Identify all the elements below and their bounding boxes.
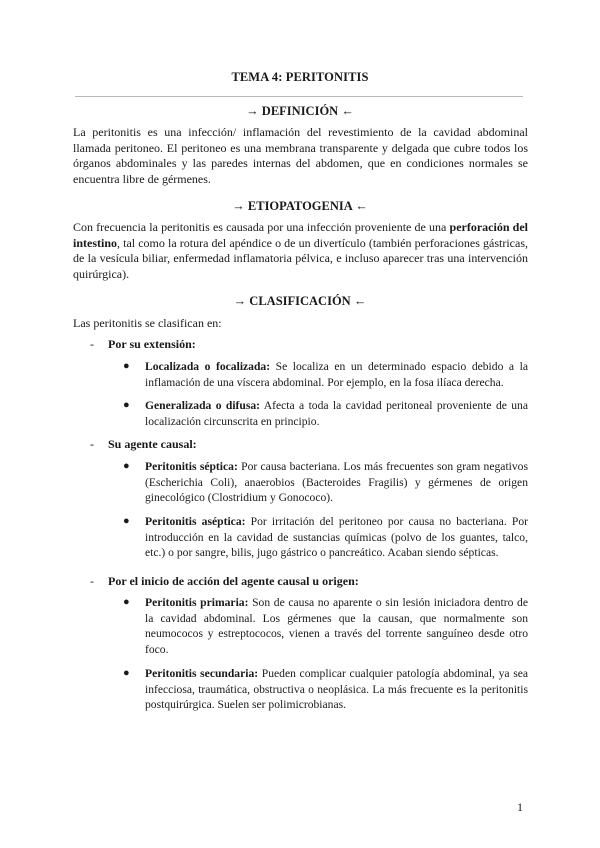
definicion-paragraph: La peritonitis es una infección/ inflamación del revestimiento de la cavidad abdominal llamada peritoneo. El peritoneo es una membrana transparente y delgada que cubre todos los órganos abdominales y las paredes internas del abdomen, que en condiciones normales se encuentra libre de gérmenes. <box>73 125 528 186</box>
etiopatogenia-text-end: , tal como la rotura del apéndice o de un divertículo (también perforaciones gástricas, de la vesícula biliar, enfermedad inflamatoria pélvica, e incluso aparecer tras una intervención quirúrgica). <box>73 235 528 281</box>
list-item-term: Peritonitis aséptica: <box>145 515 246 528</box>
dash-marker: - <box>90 574 94 588</box>
list-item-text: Afecta a toda la cavidad peritoneal proveniente de una localización circunscrita en principio. <box>145 399 529 428</box>
page-number: 1 <box>517 800 523 814</box>
etiopatogenia-paragraph <box>73 220 528 282</box>
group-label: Su agente causal: <box>108 437 197 451</box>
section-heading-clasificacion: → CLASIFICACIÓN ← <box>233 294 367 308</box>
clasificacion-intro: Las peritonitis se clasifican en: <box>73 316 222 330</box>
list-item-term: Peritonitis primaria: <box>145 596 249 609</box>
list-item <box>123 595 528 657</box>
bullet-icon: ● <box>123 667 130 679</box>
list-item <box>123 666 528 713</box>
bullet-icon: ● <box>123 399 130 411</box>
classification-group-origen <box>90 574 359 590</box>
list-item-term: Generalizada o difusa: <box>145 399 261 412</box>
bullet-icon: ● <box>123 460 130 472</box>
etiopatogenia-bold-term: perforación del intestino <box>73 220 528 250</box>
classification-group-agente <box>90 437 197 453</box>
list-item-term: Peritonitis secundaria: <box>145 667 259 680</box>
list-item-text: Son de causa no aparente o sin lesión iniciadora dentro de la cavidad abdominal. Los gérmenes que la causan, que normalmente son neumococos y estreptococos, vienen a través del torrente sanguíneo desde otro foco. <box>145 596 528 656</box>
list-item <box>123 398 529 429</box>
list-item-text: Por irritación del peritoneo por causa no bacteriana. Por introducción en la cavidad de sustancias químicas (polvo de los guantes, talco, etc.) o por sangre, bilis, jugo gástrico o pancreático. Acaban siendo sépticas. <box>145 515 528 560</box>
dash-marker: - <box>90 337 94 351</box>
dash-marker: - <box>90 437 94 451</box>
list-item <box>123 459 528 506</box>
list-item <box>123 514 528 561</box>
bullet-icon: ● <box>123 360 130 372</box>
title-divider <box>75 96 523 97</box>
document-title: TEMA 4: PERITONITIS <box>231 70 369 84</box>
list-item-text: Se localiza en un determinado espacio debido a la inflamación de una víscera abdominal. Por ejemplo, en la fosa ilíaca derecha. <box>145 360 528 389</box>
list-item-term: Localizada o focalizada: <box>145 360 271 373</box>
section-heading-etiopatogenia: → ETIOPATOGENIA ← <box>232 199 368 213</box>
list-item <box>123 359 528 390</box>
bullet-icon: ● <box>123 596 130 608</box>
list-item-text: Pueden complicar cualquier patología abdominal, ya sea infecciosa, traumática, obstructiva o neoplásica. La más frecuente es la peritonitis postquirúrgica. Suelen ser polimicrobianas. <box>145 667 528 712</box>
group-label: Por el inicio de acción del agente causal u origen: <box>108 574 359 588</box>
etiopatogenia-text-start: Con frecuencia la peritonitis es causada por una infección proveniente de una <box>73 220 450 234</box>
classification-group-extension <box>90 337 196 353</box>
bullet-icon: ● <box>123 515 130 527</box>
list-item-text: Por causa bacteriana. Los más frecuentes son gram negativos (Escherichia Coli), anaerobios (Bacteroides Fragilis) y gérmenes de origen ginecológico (Clostridium y Gonococo). <box>145 460 528 505</box>
group-label: Por su extensión: <box>108 337 196 351</box>
section-heading-definicion: → DEFINICIÓN ← <box>246 104 354 118</box>
list-item-term: Peritonitis séptica: <box>145 460 238 473</box>
